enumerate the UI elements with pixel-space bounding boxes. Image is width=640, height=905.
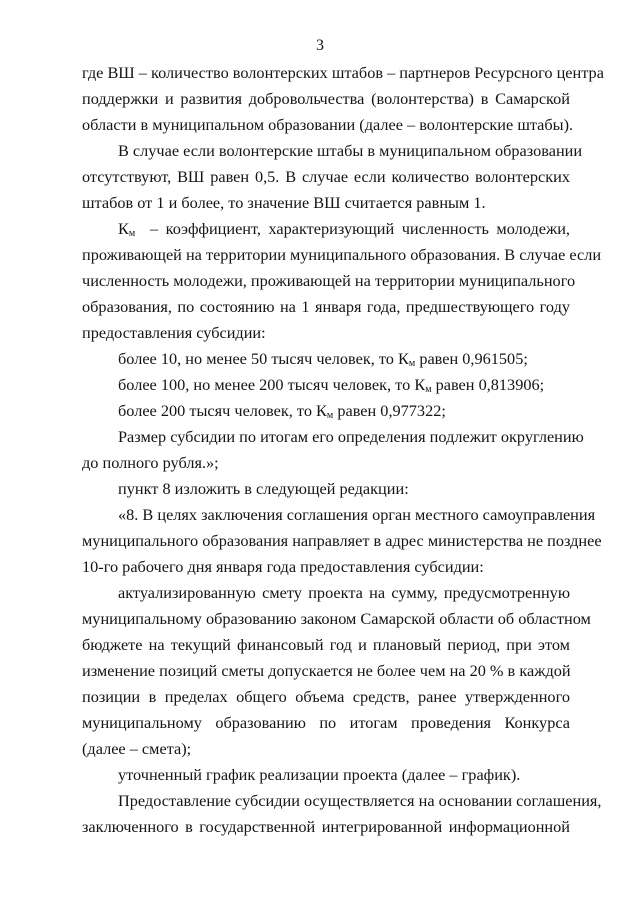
document-page: 3 где ВШ – количество волонтерских штабов – партнеров Ресурсного центра поддержки и развития добровольчества (волонтерства) в Самарской области в муниципальном образовании (далее – волонтерские штабы). В случае если волонтерские штабы в муниципальном образовании отсутствуют, ВШ равен 0,5. В случае если количество волонтерских штабов от 1 и более, то значение ВШ считается равным 1. $К_м$ – коэффициент, характеризующий численность молодежи, проживающей на территории муниципального образования. В случае если численность молодежи, проживающей на территории муниципального образования, по состоянию на 1 января года, предшествующего году предоставления субсидии: более 10, но менее 50 тысяч человек, то $К_м$ равен 0,961505; более 100, но менее 200 тысяч человек, то $К_м$ равен 0,813906; более 200 тысяч человек, то $К_м$ равен 0,977322; Размер субсидии по итогам его определения подлежит округлению до полного рубля.»; пункт 8 изложить в следующей редакции: «8. В целях заключения соглашения орган местного самоуправления муниципального образования направляет в адрес министерства не позднее 10-го рабочего дня января года предоставления субсидии: актуализированную смету проекта на сумму, предусмотренную муниципальному образованию законом Самарской области об областном бюджете на текущий финансовый год и плановый период, при этом изменение позиций сметы допускается не более чем на 20 % в каждой позиции в пределах общего объема средств, ранее утвержденного муниципальному образованию по итогам проведения Конкурса (далее – смета); уточненный график реализации проекта (далее – график). Предоставление субсидии осуществляется на основании соглашения, заключенного в государственной интегрированной информационной [0,0,640,905]
k-m-symbol: $К_м$ [118,219,136,239]
page-number: 3 [316,37,324,54]
